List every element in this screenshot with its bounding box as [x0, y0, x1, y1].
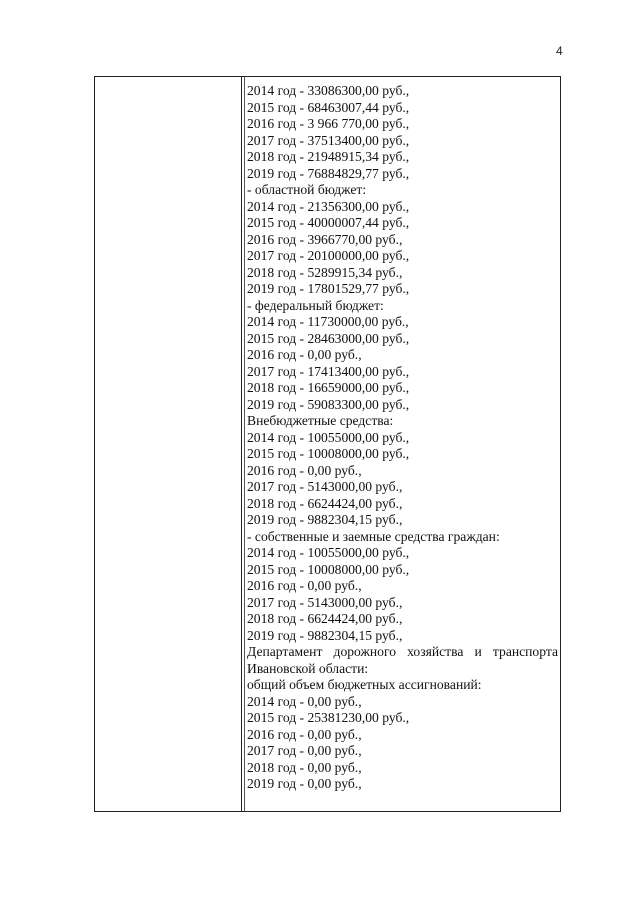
text-line: 2014 год - 10055000,00 руб., [247, 545, 410, 560]
text-line: 2016 год - 0,00 руб., [247, 462, 362, 478]
text-line: 2015 год - 25381230,00 руб., [247, 710, 410, 725]
text-line: 2019 год - 17801529,77 руб., [247, 281, 410, 296]
text-line: 2016 год - 0,00 руб., [247, 726, 362, 742]
text-line: 2014 год - 11730000,00 руб., [247, 314, 409, 329]
text-line: 2017 год - 5143000,00 руб., [247, 479, 403, 494]
text-line: 2018 год - 21948915,34 руб., [247, 149, 410, 164]
text-line: 2017 год - 20100000,00 руб., [247, 248, 410, 263]
section-heading: - областной бюджет: [247, 182, 367, 197]
text-line: 2016 год - 3966770,00 руб., [247, 231, 403, 247]
text-line: 2015 год - 10008000,00 руб., [247, 561, 410, 577]
text-line: 2019 год - 59083300,00 руб., [247, 396, 410, 412]
section-heading: общий объем бюджетных ассигнований: [247, 677, 482, 692]
text-line: 2017 год - 5143000,00 руб., [247, 594, 403, 610]
text-line: 2017 год - 37513400,00 руб., [247, 132, 410, 148]
text-line: 2019 год - 9882304,15 руб., [247, 627, 403, 643]
text-line: 2019 год - 9882304,15 руб., [247, 512, 403, 527]
text-line: 2015 год - 10008000,00 руб., [247, 446, 410, 461]
text-line: 2016 год - 0,00 руб., [247, 347, 362, 362]
section-heading: Департамент дорожного хозяйства и транспорта [247, 644, 558, 659]
text-line: 2018 год - 6624424,00 руб., [247, 611, 403, 626]
section-heading: Внебюджетные средства: [247, 413, 394, 428]
section-heading: - федеральный бюджет: [247, 297, 384, 313]
text-line: 2015 год - 68463007,44 руб., [247, 99, 410, 115]
text-line: 2015 год - 40000007,44 руб., [247, 215, 410, 230]
funding-table [94, 76, 561, 812]
text-line: 2016 год - 0,00 руб., [247, 578, 362, 593]
text-line: 2014 год - 21356300,00 руб., [247, 198, 410, 214]
text-line: 2015 год - 28463000,00 руб., [247, 330, 410, 346]
text-line: 2018 год - 0,00 руб., [247, 759, 362, 775]
section-heading: Ивановской области: [247, 660, 369, 676]
text-line: 2017 год - 17413400,00 руб., [247, 363, 410, 379]
text-line: 2016 год - 3 966 770,00 руб., [247, 116, 410, 131]
text-line: 2017 год - 0,00 руб., [247, 743, 362, 758]
text-line: 2018 год - 6624424,00 руб., [247, 495, 403, 511]
section-heading: - собственные и заемные средства граждан: [247, 528, 500, 544]
funding-text-cell [247, 83, 558, 793]
text-line: 2019 год - 76884829,77 руб., [247, 165, 410, 181]
text-line: 2014 год - 33086300,00 руб., [247, 83, 410, 98]
text-line: 2014 год - 10055000,00 руб., [247, 429, 410, 445]
text-line: 2018 год - 16659000,00 руб., [247, 380, 410, 395]
text-line: 2018 год - 5289915,34 руб., [247, 264, 403, 280]
page-number: 4 [556, 44, 563, 58]
text-line: 2014 год - 0,00 руб., [247, 693, 362, 709]
column-inner-rule [244, 77, 245, 811]
column-divider [241, 77, 242, 811]
text-line: 2019 год - 0,00 руб., [247, 776, 362, 791]
